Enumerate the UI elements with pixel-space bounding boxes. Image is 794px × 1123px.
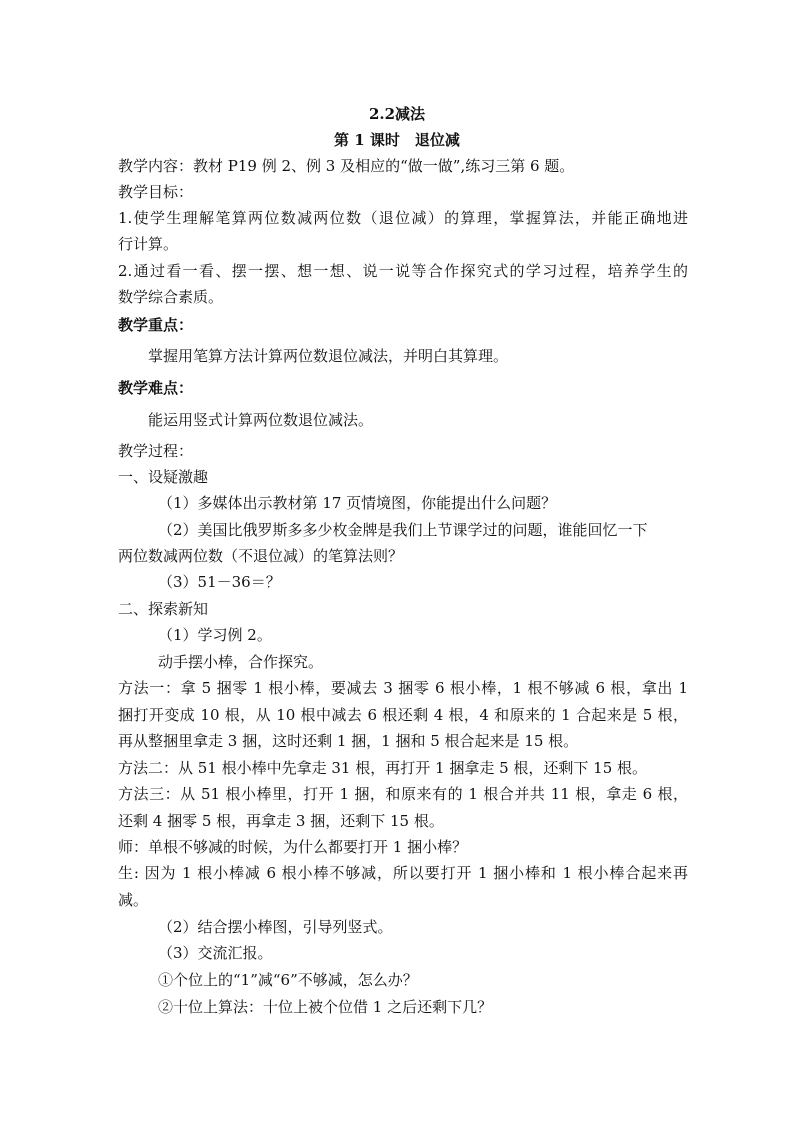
step-vertical-form: （2）结合摆小棒图，引导列竖式。 <box>158 918 393 936</box>
teaching-goals-heading: 教学目标： <box>118 183 194 201</box>
step-3-text: （3）51－36＝？ <box>158 573 281 591</box>
method-3-line-1: 方法三：从 51 根小棒里，打开 1 捆，和原来有的 1 根合并共 11 根，拿走 6 根， <box>118 785 688 803</box>
goal-2-line-1: 2.通过看一看、摆一摆、想一想、说一说等合作探究式的学习过程，培养学生的 <box>118 262 688 280</box>
step-2-line-1: （2）美国比俄罗斯多多少枚金牌是我们上节课学过的问题，谁能回忆一下 <box>158 521 648 539</box>
method-1-line-3: 再从整捆里拿走 3 捆，这时还剩 1 捆，1 捆和 5 根合起来是 15 根。 <box>118 732 579 750</box>
method-1-line-2: 捆打开变成 10 根，从 10 根中减去 6 根还剩 4 根，4 和原来的 1 合起来是 5 根， <box>118 706 688 724</box>
goal-1-line-1: 1.使学生理解笔算两位数减两位数（退位减）的算理，掌握算法，并能正确地进 <box>118 209 688 227</box>
section-two-heading: 二、探索新知 <box>118 600 209 618</box>
student-answer-line-2: 减。 <box>118 891 149 909</box>
method-3-line-2: 还剩 4 捆零 5 根，再拿走 3 捆，还剩下 15 根。 <box>118 812 444 830</box>
section-one-heading: 一、设疑激趣 <box>118 468 209 486</box>
teaching-content: 教学内容：教材 P19 例 2、例 3 及相应的“做一做”,练习三第 6 题。 <box>118 157 575 175</box>
teacher-question: 师：单根不够减的时候，为什么都要打开 1 捆小棒？ <box>118 838 468 856</box>
lesson-title: 第 1 课时 退位减 <box>334 131 460 149</box>
example-2-heading: （1）学习例 2。 <box>158 626 272 644</box>
method-1-line-1: 方法一：拿 5 捆零 1 根小棒，要减去 3 捆零 6 根小棒，1 根不够减 6 根，拿出 1 <box>118 679 688 697</box>
question-tens-place: ②十位上算法：十位上被个位借 1 之后还剩下几？ <box>158 998 493 1016</box>
step-1-text: （1）多媒体出示教材第 17 页情境图，你能提出什么问题？ <box>158 494 557 512</box>
goal-2-line-2: 数学综合素质。 <box>118 288 224 306</box>
key-points-heading: 教学重点： <box>118 316 194 334</box>
step-2-line-2: 两位数减两位数（不退位减）的笔算法则？ <box>118 547 404 565</box>
method-2-text: 方法二：从 51 根小棒中先拿走 31 根，再打开 1 捆拿走 5 根，还剩下 15 根。 <box>118 759 648 777</box>
key-points-text: 掌握用笔算方法计算两位数退位减法，并明白其算理。 <box>148 347 509 365</box>
step-report: （3）交流汇报。 <box>158 944 273 962</box>
goal-1-line-2: 行计算。 <box>118 235 179 253</box>
difficulties-heading: 教学难点： <box>118 379 194 397</box>
student-answer-line-1: 生: 因为 1 根小棒减 6 根小棒不够减，所以要打开 1 捆小棒和 1 根小棒合起来再 <box>118 864 688 882</box>
difficulties-text: 能运用竖式计算两位数退位减法。 <box>148 411 374 429</box>
hands-on-text: 动手摆小棒，合作探究。 <box>158 653 324 671</box>
process-heading: 教学过程： <box>118 442 194 460</box>
section-title: 2.2减法 <box>368 105 426 123</box>
question-ones-place: ①个位上的“1”减“6”不够减，怎么办？ <box>158 971 418 989</box>
